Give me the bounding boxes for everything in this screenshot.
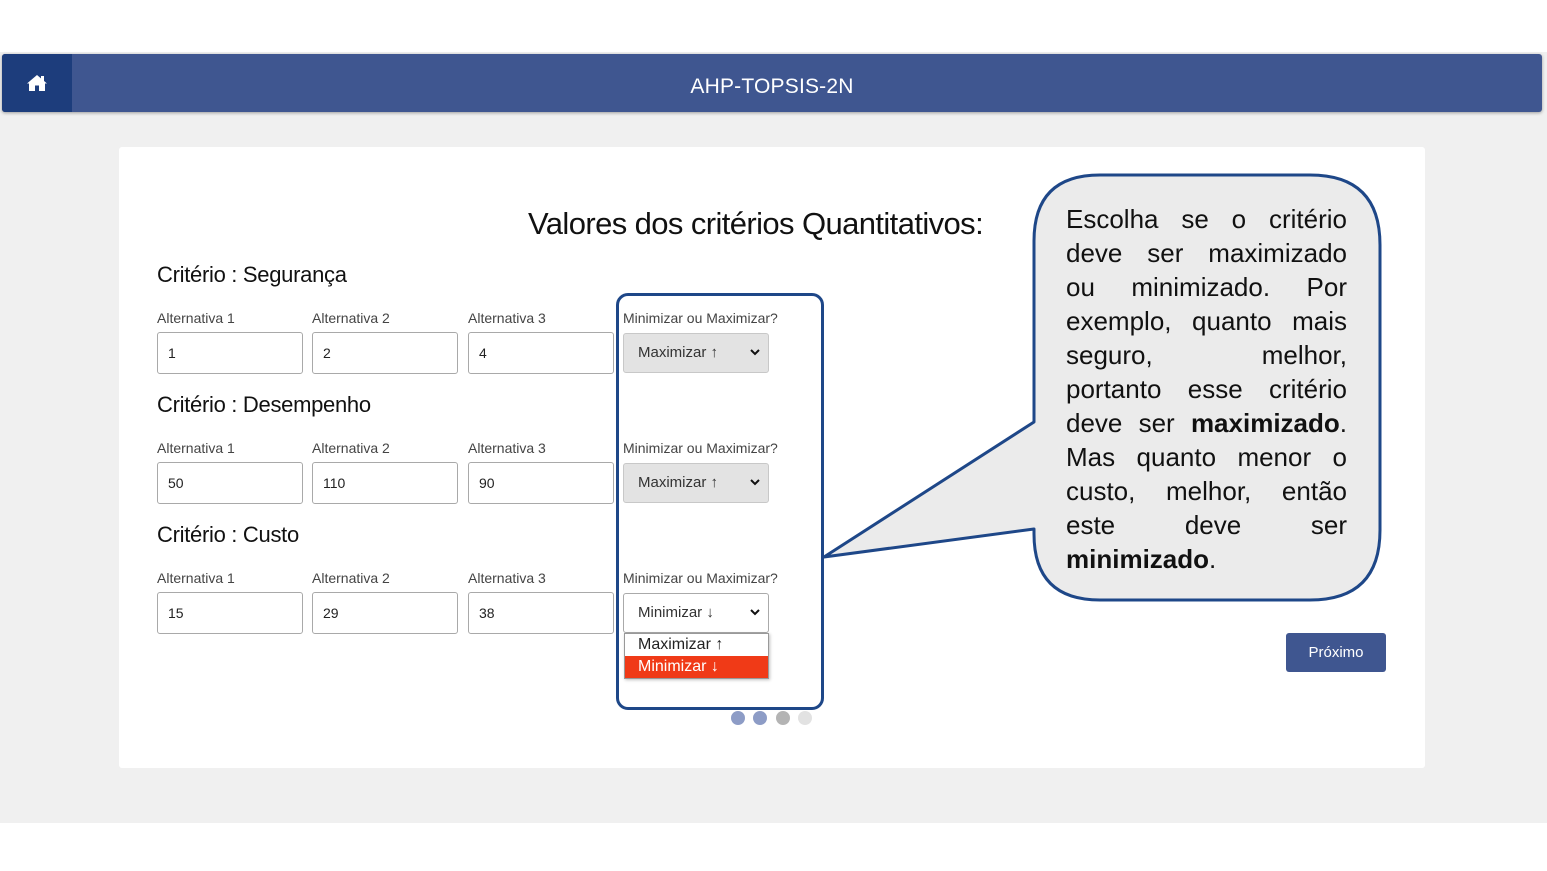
criterion-title-desempenho: Critério : Desempenho	[157, 392, 371, 417]
alt-label: Alternativa 1	[157, 570, 235, 586]
app-title: AHP-TOPSIS-2N	[690, 75, 854, 98]
alt-label: Alternativa 1	[157, 310, 235, 326]
dropdown-option-minimizar[interactable]: Minimizar ↓	[625, 656, 768, 678]
callout-bold-maximizado: maximizado	[1190, 408, 1340, 438]
direction-label: Minimizar ou Maximizar?	[623, 570, 778, 586]
callout-part1: Escolha se o critério deve ser maximizado ou minimizado.	[1066, 204, 1347, 302]
callout-part2: Por exemplo, quanto mais seguro, melhor, portanto esse critério deve ser	[1066, 272, 1347, 438]
callout-part3: . Mas quanto menor o custo, melhor, então este deve ser	[1066, 408, 1347, 540]
select-value: Maximizar ↑	[638, 344, 719, 361]
callout-bold-minimizado: minimizado	[1066, 544, 1210, 574]
alt-label: Alternativa 3	[468, 440, 546, 456]
page-title: Valores dos critérios Quantitativos:	[528, 206, 984, 241]
alt-label: Alternativa 2	[312, 440, 390, 456]
callout-part4: .	[1209, 544, 1217, 574]
select-value: Minimizar ↓	[638, 604, 714, 621]
next-button[interactable]: Próximo	[1286, 633, 1386, 672]
criterion-title-custo: Critério : Custo	[157, 522, 299, 547]
alt-label: Alternativa 3	[468, 570, 546, 586]
direction-label: Minimizar ou Maximizar?	[623, 310, 778, 326]
alt-label: Alternativa 2	[312, 570, 390, 586]
dropdown-option-maximizar[interactable]: Maximizar ↑	[638, 636, 724, 653]
callout-text	[1066, 202, 1347, 576]
select-value: Maximizar ↑	[638, 474, 719, 491]
direction-label: Minimizar ou Maximizar?	[623, 440, 778, 456]
alt-label: Alternativa 1	[157, 440, 235, 456]
criterion-title-seguranca: Critério : Segurança	[157, 262, 347, 287]
alt-label: Alternativa 3	[468, 310, 546, 326]
alt-label: Alternativa 2	[312, 310, 390, 326]
